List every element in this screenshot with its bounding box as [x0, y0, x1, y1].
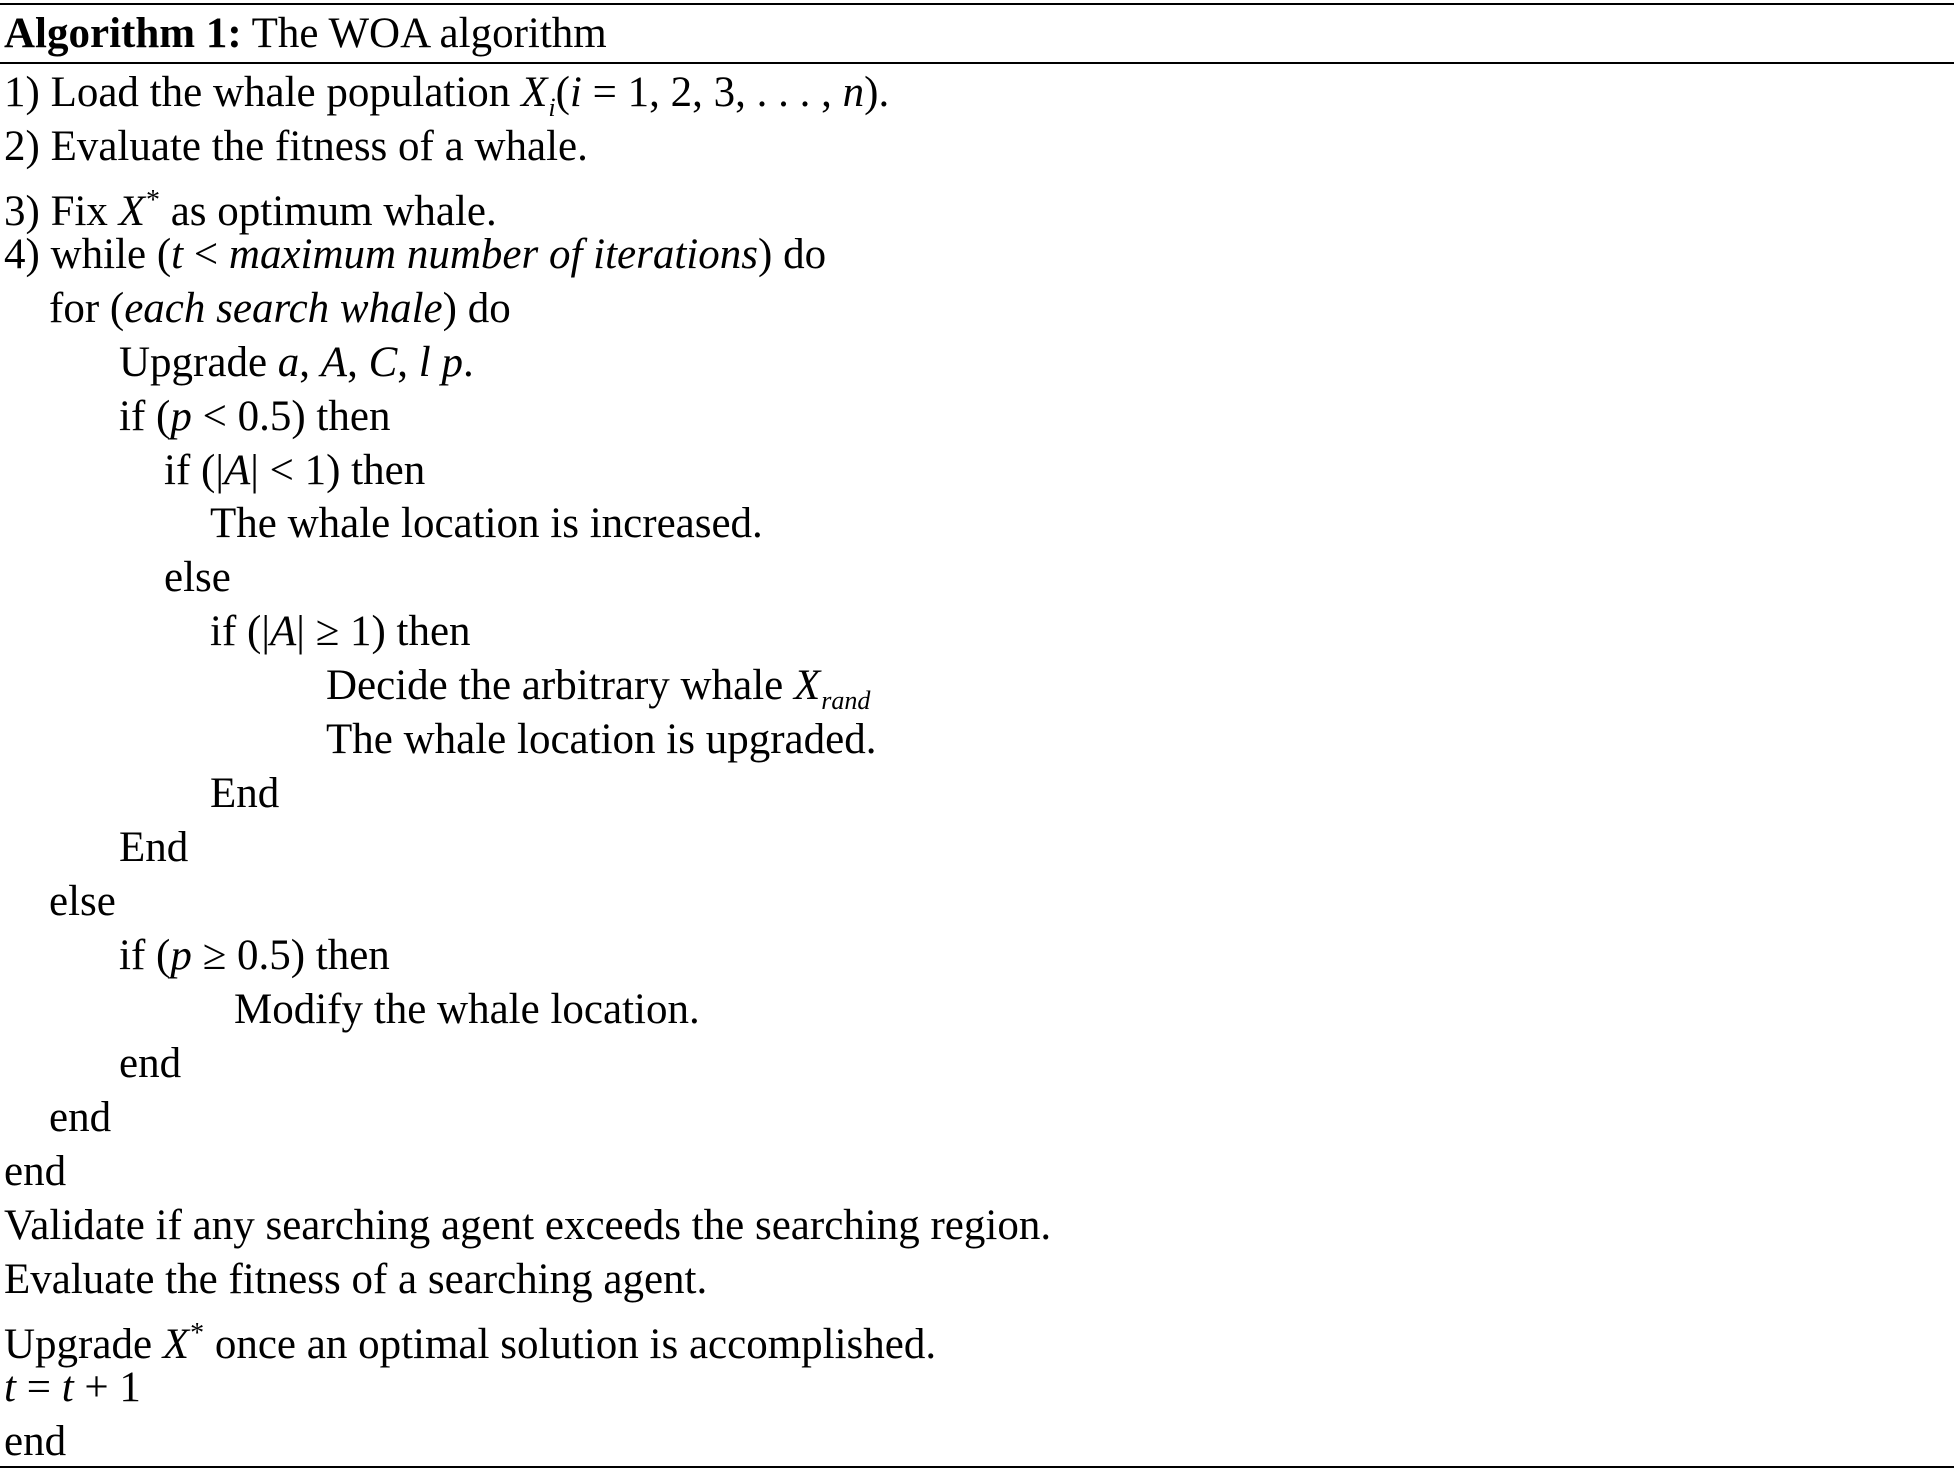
algorithm-line-11: if (|A| ≥ 1) then [210, 608, 471, 655]
algorithm-label: Algorithm 1: [4, 10, 242, 57]
algorithm-line-1: 1) Load the whale population $X_i(i = 1$, 2, 3, . . . , n). [4, 69, 890, 122]
algorithm-line-7: if (p < 0.5) then [119, 393, 391, 440]
algorithm-line-6: Upgrade a, A, C, l p. [119, 339, 474, 386]
algorithm-line-19: end [119, 1040, 182, 1087]
top-rule [0, 3, 1954, 5]
algorithm-caption [4, 6, 607, 62]
algorithm-line-18: Modify the whale location. [234, 986, 700, 1033]
algorithm-line-21: end [4, 1148, 67, 1195]
header-rule [0, 62, 1954, 64]
algorithm-line-23: Evaluate the fitness of a searching agent. [4, 1256, 708, 1303]
algorithm-line-17: if (p ≥ 0.5) then [119, 932, 390, 979]
algorithm-line-24: Upgrade X* once an optimal solution is accomplished. [4, 1318, 937, 1368]
algorithm-line-20: end [49, 1094, 112, 1141]
algorithm-title: The WOA algorithm [251, 10, 607, 57]
algorithm-line-4: 4) while (t < maximum number of iterations) do [4, 231, 827, 278]
algorithm-line-14: End [210, 770, 280, 817]
algorithm-line-10: else [164, 554, 231, 601]
algorithm-line-13: The whale location is upgraded. [326, 716, 877, 763]
algorithm-line-25: t = t + 1 [4, 1364, 141, 1411]
algorithm-line-16: else [49, 878, 116, 925]
algorithm-line-15: End [119, 824, 189, 871]
algorithm-line-2: 2) Evaluate the fitness of a whale. [4, 123, 588, 170]
algorithm-line-22: Validate if any searching agent exceeds the searching region. [4, 1202, 1052, 1249]
algorithm-line-5: for (each search whale) do [49, 285, 511, 332]
algorithm-line-8: if (|A| < 1) then [164, 447, 426, 494]
algorithm-line-26: end [4, 1418, 67, 1465]
algorithm-line-12: Decide the arbitrary whale $X_{rand}$ [326, 662, 871, 715]
algorithm-line-3: 3) Fix X* as optimum whale. [4, 185, 497, 235]
algorithm-line-9: The whale location is increased. [210, 500, 763, 547]
bottom-rule [0, 1466, 1954, 1468]
